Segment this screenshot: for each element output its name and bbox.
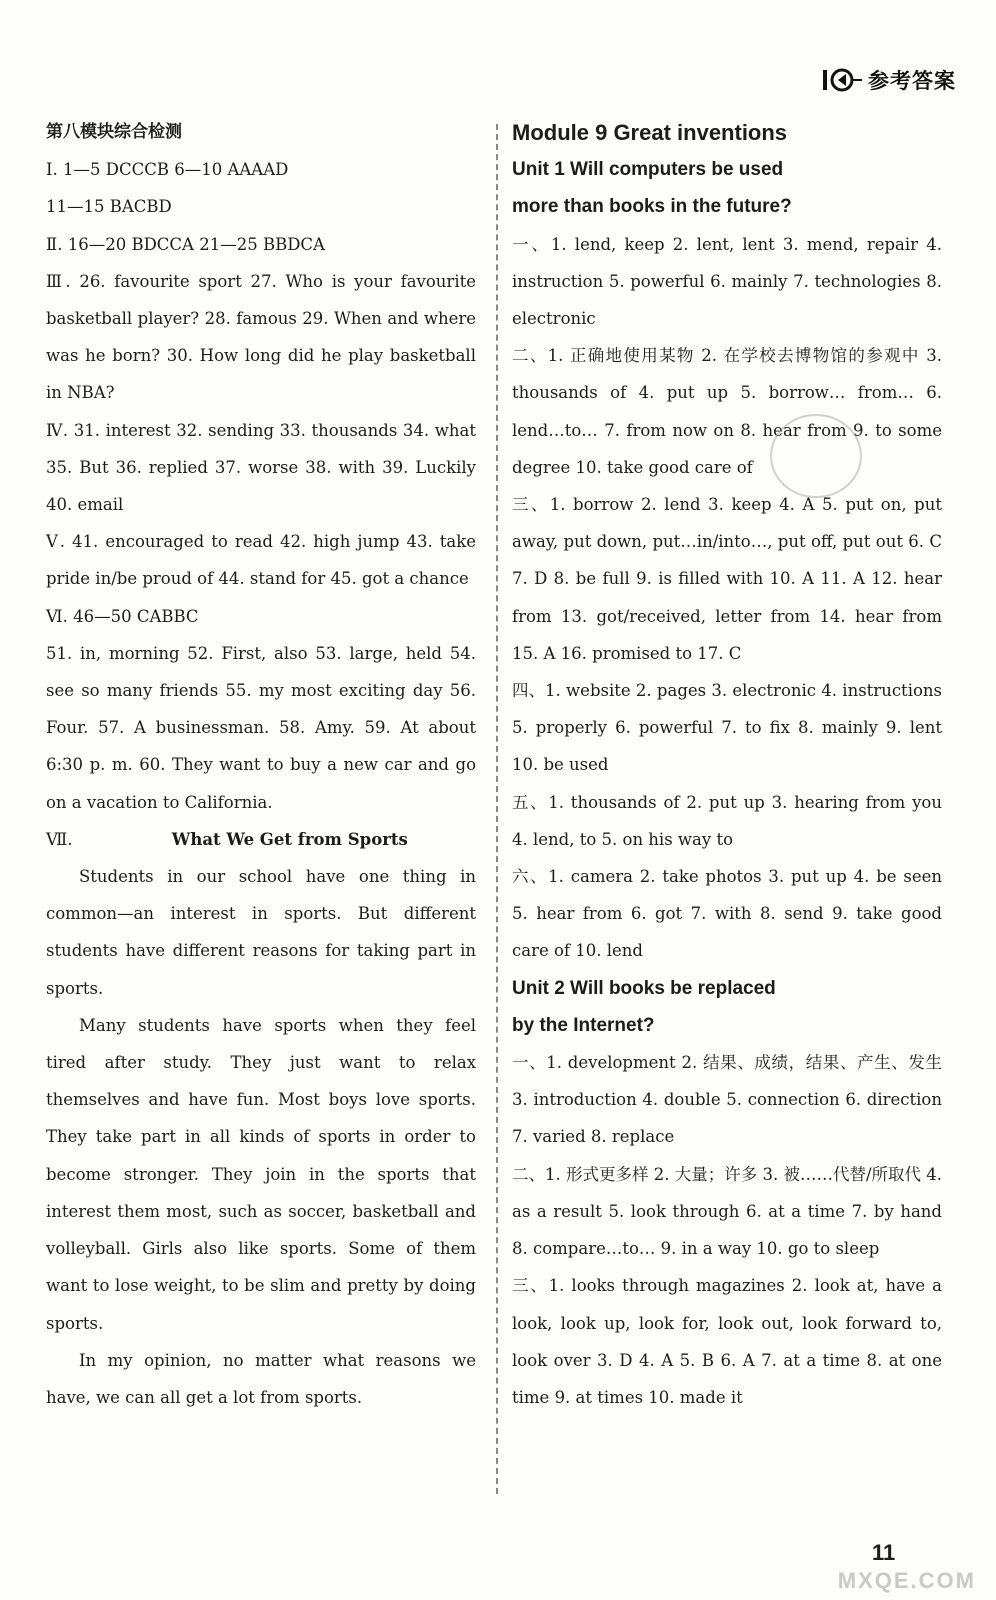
watermark: MXQE.COM xyxy=(837,1568,976,1593)
answer-line: 六、1. camera 2. take photos 3. put up 4. be seen 5. hear from 6. got 7. with 8. send 9. take good care of 10. lend xyxy=(512,867,942,961)
answer-line: 二、1. 形式更多样 2. 大量；许多 3. 被……代替/所取代 4. as a result 5. look through 6. at a time 7. by hand 8. compare…to… 9. in a way 10. go to sleep xyxy=(512,1164,942,1259)
answer-line: Ⅵ. 46—50 CABBC xyxy=(46,606,199,626)
page-number: 11 xyxy=(872,1540,896,1565)
essay-title: What We Get from Sports xyxy=(171,829,408,849)
essay-paragraph: In my opinion, no matter what reasons we have, we can all get a lot from sports. xyxy=(46,1350,476,1407)
essay-paragraph: Students in our school have one thing in common—an interest in sports. But different students have different reasons for taking part in sports. xyxy=(46,867,476,998)
page-header xyxy=(822,62,956,98)
answer-line: Ⅲ. 26. favourite sport 27. Who is your favourite basketball player? 28. famous 29. When and where was he born? 30. How long did he play basketball in NBA? xyxy=(46,271,476,403)
essay-paragraph: Many students have sports when they feel tired after study. They just want to relax themselves and have fun. Most boys love sports. They take part in all kinds of sports in order to become stronger. They join in the sports that interest them most, such as soccer, basketball and volleyball. Girls also like sports. Some of them want to lose weight, to be slim and pretty by doing sports. xyxy=(46,1015,476,1333)
answer-line: Ⅴ. 41. encouraged to read 42. high jump 43. take pride in/be proud of 44. stand for 45. got a chance xyxy=(46,532,476,589)
module-8-test-title: 第八模块综合检测 xyxy=(46,122,182,142)
unit-2-title-cont: by the Internet? xyxy=(512,1014,655,1036)
answer-line: Ⅳ. 31. interest 32. sending 33. thousands 34. what 35. But 36. replied 37. worse 38. with 39. Luckily 40. email xyxy=(46,420,476,515)
module-9-title: Module 9 Great inventions xyxy=(512,120,788,145)
answer-line: 11—15 BACBD xyxy=(46,197,172,217)
essay-heading xyxy=(46,821,476,858)
double-arrow-logo-icon xyxy=(822,67,862,93)
ink-stamp-icon xyxy=(770,414,862,498)
answer-line: 一、1. development 2. 结果、成绩，结果、产生、发生 3. introduction 4. double 5. connection 6. direction 7. varied 8. replace xyxy=(512,1053,942,1147)
unit-1-title-cont: more than books in the future? xyxy=(512,196,792,218)
unit-1-title: Unit 1 Will computers be used xyxy=(512,159,784,181)
answer-line: 二、1. 正确地使用某物 2. 在学校去博物馆的参观中 3. thousands of 4. put up 5. borrow… from… 6. lend…to… 7. from now on 8. hear from 9. to some degree 10. take good care of xyxy=(512,346,942,477)
answer-line: 51. in, morning 52. First, also 53. large, held 54. see so many friends 55. my most exciting day 56. Four. 57. A businessman. 58. Amy. 59. At about 6:30 p. m. 60. They want to buy a new car and go on a vacation to California. xyxy=(46,643,476,812)
answer-line: 三、1. borrow 2. lend 3. keep 4. A 5. put on, put away, put down, put…in/into…, put off, put out 6. C 7. D 8. be full 9. is filled with 10. A 11. A 12. hear from 13. got/received, letter from 14. hear from 15. A 16. promised to 17. C xyxy=(512,495,942,663)
answer-line: 三、1. looks through magazines 2. look at, have a look, look up, look for, look out, look forward to, look over 3. D 4. A 5. B 6. A 7. at a time 8. at one time 9. at times 10. made it xyxy=(512,1276,942,1407)
header-title: 参考答案 xyxy=(868,69,956,93)
answer-line: 一、1. lend, keep 2. lent, lent 3. mend, repair 4. instruction 5. powerful 6. mainly 7. technologies 8. electronic xyxy=(512,234,942,329)
section-label: Ⅶ. xyxy=(46,829,73,849)
column-divider xyxy=(496,124,498,1494)
answer-line: Ⅰ. 1—5 DCCCB 6—10 AAAAD xyxy=(46,160,289,180)
right-column xyxy=(512,114,942,1416)
answer-line: 五、1. thousands of 2. put up 3. hearing from you 4. lend, to 5. on his way to xyxy=(512,792,942,849)
left-column xyxy=(46,114,476,1416)
answer-line: Ⅱ. 16—20 BDCCA 21—25 BBDCA xyxy=(46,234,325,254)
answer-line: 四、1. website 2. pages 3. electronic 4. instructions 5. properly 6. powerful 7. to fix 8. mainly 9. lent 10. be used xyxy=(512,681,942,775)
unit-2-title: Unit 2 Will books be replaced xyxy=(512,977,776,999)
